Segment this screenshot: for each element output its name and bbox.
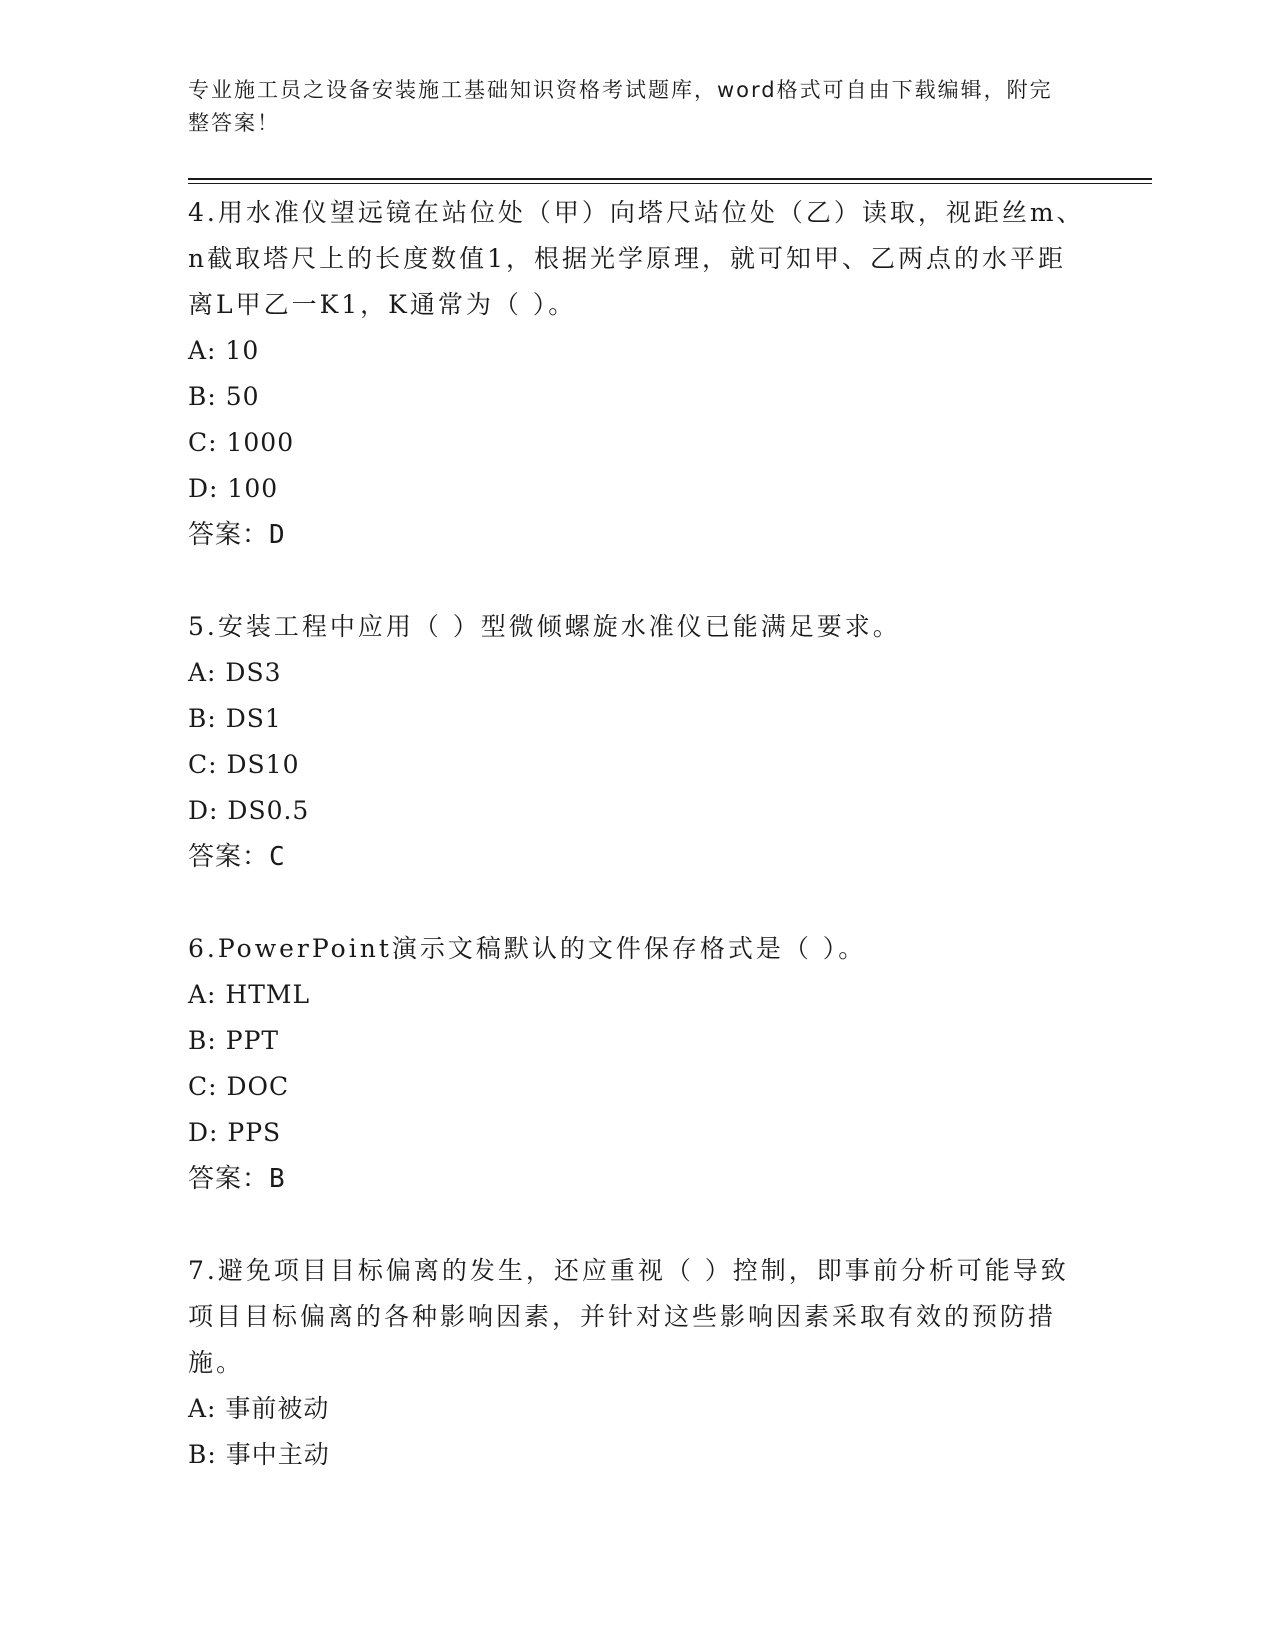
answer-line xyxy=(188,512,1088,558)
option-b: B: 事中主动 xyxy=(188,1440,330,1469)
question-6 xyxy=(188,926,1088,1202)
answer-label: 答案： xyxy=(188,520,270,550)
option-b: B: PPT xyxy=(188,1026,280,1055)
answer-label: 答案： xyxy=(188,842,270,872)
question-stem: 7.避免项目目标偏离的发生，还应重视（ ）控制，即事前分析可能导致项目目标偏离的各种影响因素，并针对这些影响因素采取有效的预防措施。 xyxy=(188,1256,1069,1377)
answer-value: B xyxy=(269,1164,286,1194)
question-stem: 5.安装工程中应用（ ）型微倾螺旋水准仪已能满足要求。 xyxy=(188,612,901,641)
answer-line xyxy=(188,834,1088,880)
option-a: A: 事前被动 xyxy=(188,1394,330,1423)
question-list xyxy=(188,190,1088,1524)
option-a: A: 10 xyxy=(188,336,260,365)
option-b: B: DS1 xyxy=(188,704,282,733)
option-d: D: PPS xyxy=(188,1118,282,1147)
question-stem: 4.用水准仪望远镜在站位处（甲）向塔尺站位处（乙）读取，视距丝m、n截取塔尺上的长度数值1，根据光学原理，就可知甲、乙两点的水平距离L甲乙一K1，K通常为（ ）。 xyxy=(188,198,1085,319)
answer-value: D xyxy=(269,520,286,550)
option-c: C: DOC xyxy=(188,1072,290,1101)
header-divider-thin xyxy=(188,183,1152,184)
question-5 xyxy=(188,604,1088,880)
answer-line xyxy=(188,1156,1088,1202)
question-stem: 6.PowerPoint演示文稿默认的文件保存格式是（ ）。 xyxy=(188,934,867,963)
option-c: C: 1000 xyxy=(188,428,295,457)
option-d: D: DS0.5 xyxy=(188,796,310,825)
answer-value: C xyxy=(269,842,286,872)
document-header: 专业施工员之设备安装施工基础知识资格考试题库，word格式可自由下载编辑，附完整答案！ xyxy=(188,78,1053,135)
answer-label: 答案： xyxy=(188,1164,270,1194)
question-4 xyxy=(188,190,1088,558)
question-7 xyxy=(188,1248,1088,1478)
option-c: C: DS10 xyxy=(188,750,300,779)
option-a: A: HTML xyxy=(188,980,311,1009)
option-b: B: 50 xyxy=(188,382,260,411)
option-d: D: 100 xyxy=(188,474,279,503)
header-divider xyxy=(188,178,1152,180)
option-a: A: DS3 xyxy=(188,658,282,687)
